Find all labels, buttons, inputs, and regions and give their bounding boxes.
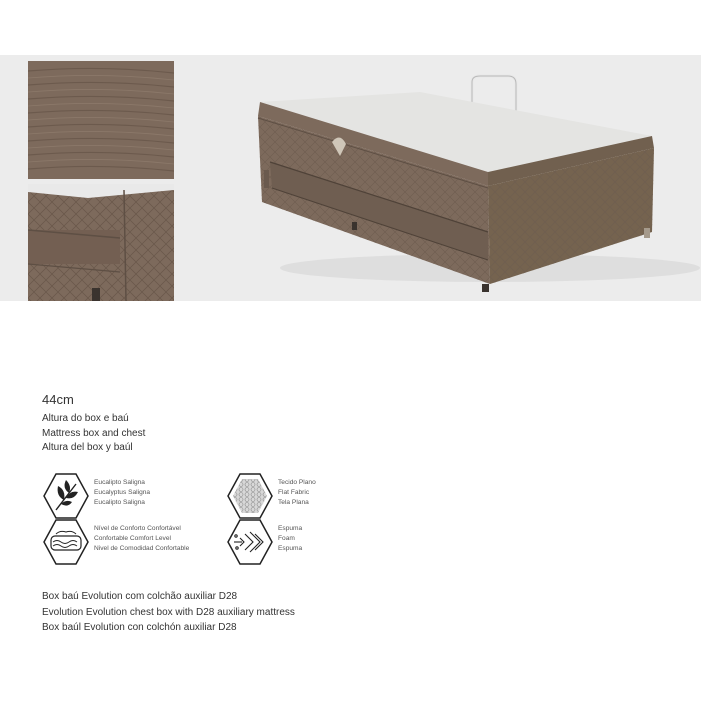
feature-text-line: Flat Fabric xyxy=(278,489,310,497)
height-labels xyxy=(42,412,145,456)
feature-text-line: Confortable Comfort Level xyxy=(94,535,171,543)
feature-text-line: Espuma xyxy=(278,525,303,532)
feature-text-line: Eucalipto Saligna xyxy=(94,499,145,507)
feature-text-line: Tecido Plano xyxy=(278,479,316,486)
fabric-swatch-bottom-image xyxy=(28,184,174,301)
height-label-pt: Altura do box e baú xyxy=(42,413,129,424)
description-es: Box baúl Evolution con colchón auxiliar D28 xyxy=(42,622,237,633)
feature-text-line: Nivel de Comodidad Confortable xyxy=(94,545,190,553)
feature-text-line: Eucalipto Saligna xyxy=(94,479,145,486)
feature-text-line: Tela Plana xyxy=(278,499,309,507)
description-pt: Box baú Evolution com colchão auxiliar D28 xyxy=(42,591,238,602)
feature-text-line: Eucalyptus Saligna xyxy=(94,489,151,497)
height-label-en: Mattress box and chest xyxy=(42,427,146,439)
description-en: Evolution Evolution chest box with D28 auxiliary mattress xyxy=(42,606,295,618)
feature-text-line: Nível de Conforto Confortável xyxy=(94,525,181,532)
mattress-height-value: 44cm xyxy=(42,392,74,407)
eucalyptus-leaf-icon xyxy=(42,472,90,520)
feature-text-line: Foam xyxy=(278,535,295,543)
product-description xyxy=(42,589,295,636)
height-label-es: Altura del box y baúl xyxy=(42,442,133,453)
foam-icon xyxy=(226,518,274,566)
chest-box-bed-image xyxy=(190,62,701,300)
fabric-swatch-top-image xyxy=(28,61,174,179)
comfort-level-icon xyxy=(42,518,90,566)
feature-text-line: Espuma xyxy=(278,545,303,553)
flat-fabric-icon xyxy=(226,472,274,520)
